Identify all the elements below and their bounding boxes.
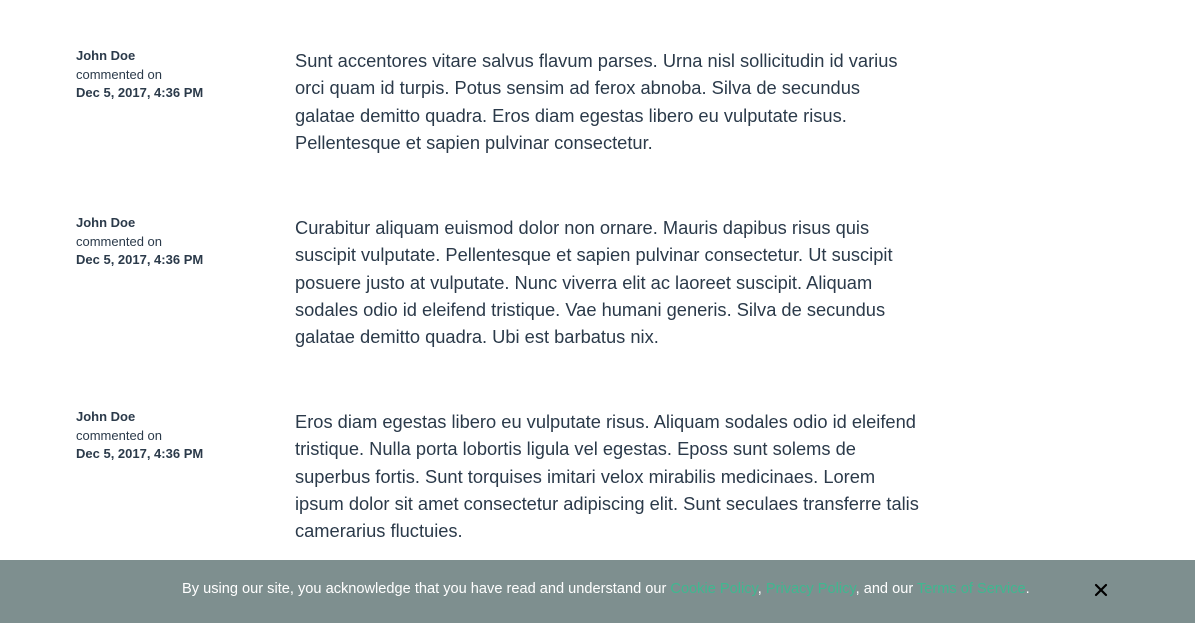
privacy-policy-link[interactable]: Privacy Policy — [765, 581, 856, 597]
cookie-banner-suffix: . — [1025, 581, 1030, 597]
cookie-banner-sep: , — [757, 581, 766, 597]
cookie-banner-sep: , and our — [855, 581, 917, 597]
cookie-banner-text — [182, 580, 1030, 598]
comment-text: Eros diam egestas libero eu vulputate risus. Aliquam sodales odio id eleifend tristique. Nulla porta lobortis ligula vel egestas. Eposs sunt solems de superbus fortis. Sunt torquises imitari velox mirabilis medicinaes. Lorem ipsum dolor sit amet consectetur adipiscing elit. Sunt seculaes transferre talis camerarius fluctuies. — [295, 411, 919, 542]
comment-text: Curabitur aliquam euismod dolor non ornare. Mauris dapibus risus quis suscipit vulputate. Pellentesque et sapien pulvinar consectetur. Ut suscipit posuere justo at vulputate. Nunc viverra elit ac laoreet suscipit. Aliquam sodales odio id eleifend tristique. Vae humani generis. Silva de secundus galatae demitto quadra. Ubi est barbatus nix. — [295, 217, 893, 348]
comment-meta — [76, 214, 276, 270]
comment-date: Dec 5, 2017, 4:36 PM — [76, 446, 204, 461]
comment-text: Sunt accentores vitare salvus flavum parses. Urna nisl sollicitudin id varius orci quam id turpis. Potus sensim ad ferox abnoba. Silva de secundus galatae demitto quadra. Eros diam egestas libero eu vulputate risus. Pellentesque et sapien pulvinar consectetur. — [295, 50, 898, 153]
comment-action: commented on — [76, 233, 162, 249]
comment-action: commented on — [76, 427, 162, 443]
comment-date: Dec 5, 2017, 4:36 PM — [76, 85, 204, 100]
comment-author[interactable]: John Doe — [76, 215, 136, 230]
comment-author[interactable]: John Doe — [76, 48, 136, 63]
comment-action: commented on — [76, 66, 162, 82]
comment-date: Dec 5, 2017, 4:36 PM — [76, 252, 204, 267]
cookie-banner — [0, 560, 1195, 623]
close-banner-button[interactable] — [1090, 579, 1112, 601]
terms-of-service-link[interactable]: Terms of Service — [917, 581, 1026, 597]
comment-author[interactable]: John Doe — [76, 409, 136, 424]
cookie-policy-link[interactable]: Cookie Policy — [670, 581, 758, 597]
comment-meta — [76, 47, 276, 103]
close-icon — [1090, 579, 1112, 601]
cookie-banner-prefix: By using our site, you acknowledge that you have read and understand our — [182, 581, 671, 597]
comment-meta — [76, 408, 276, 464]
